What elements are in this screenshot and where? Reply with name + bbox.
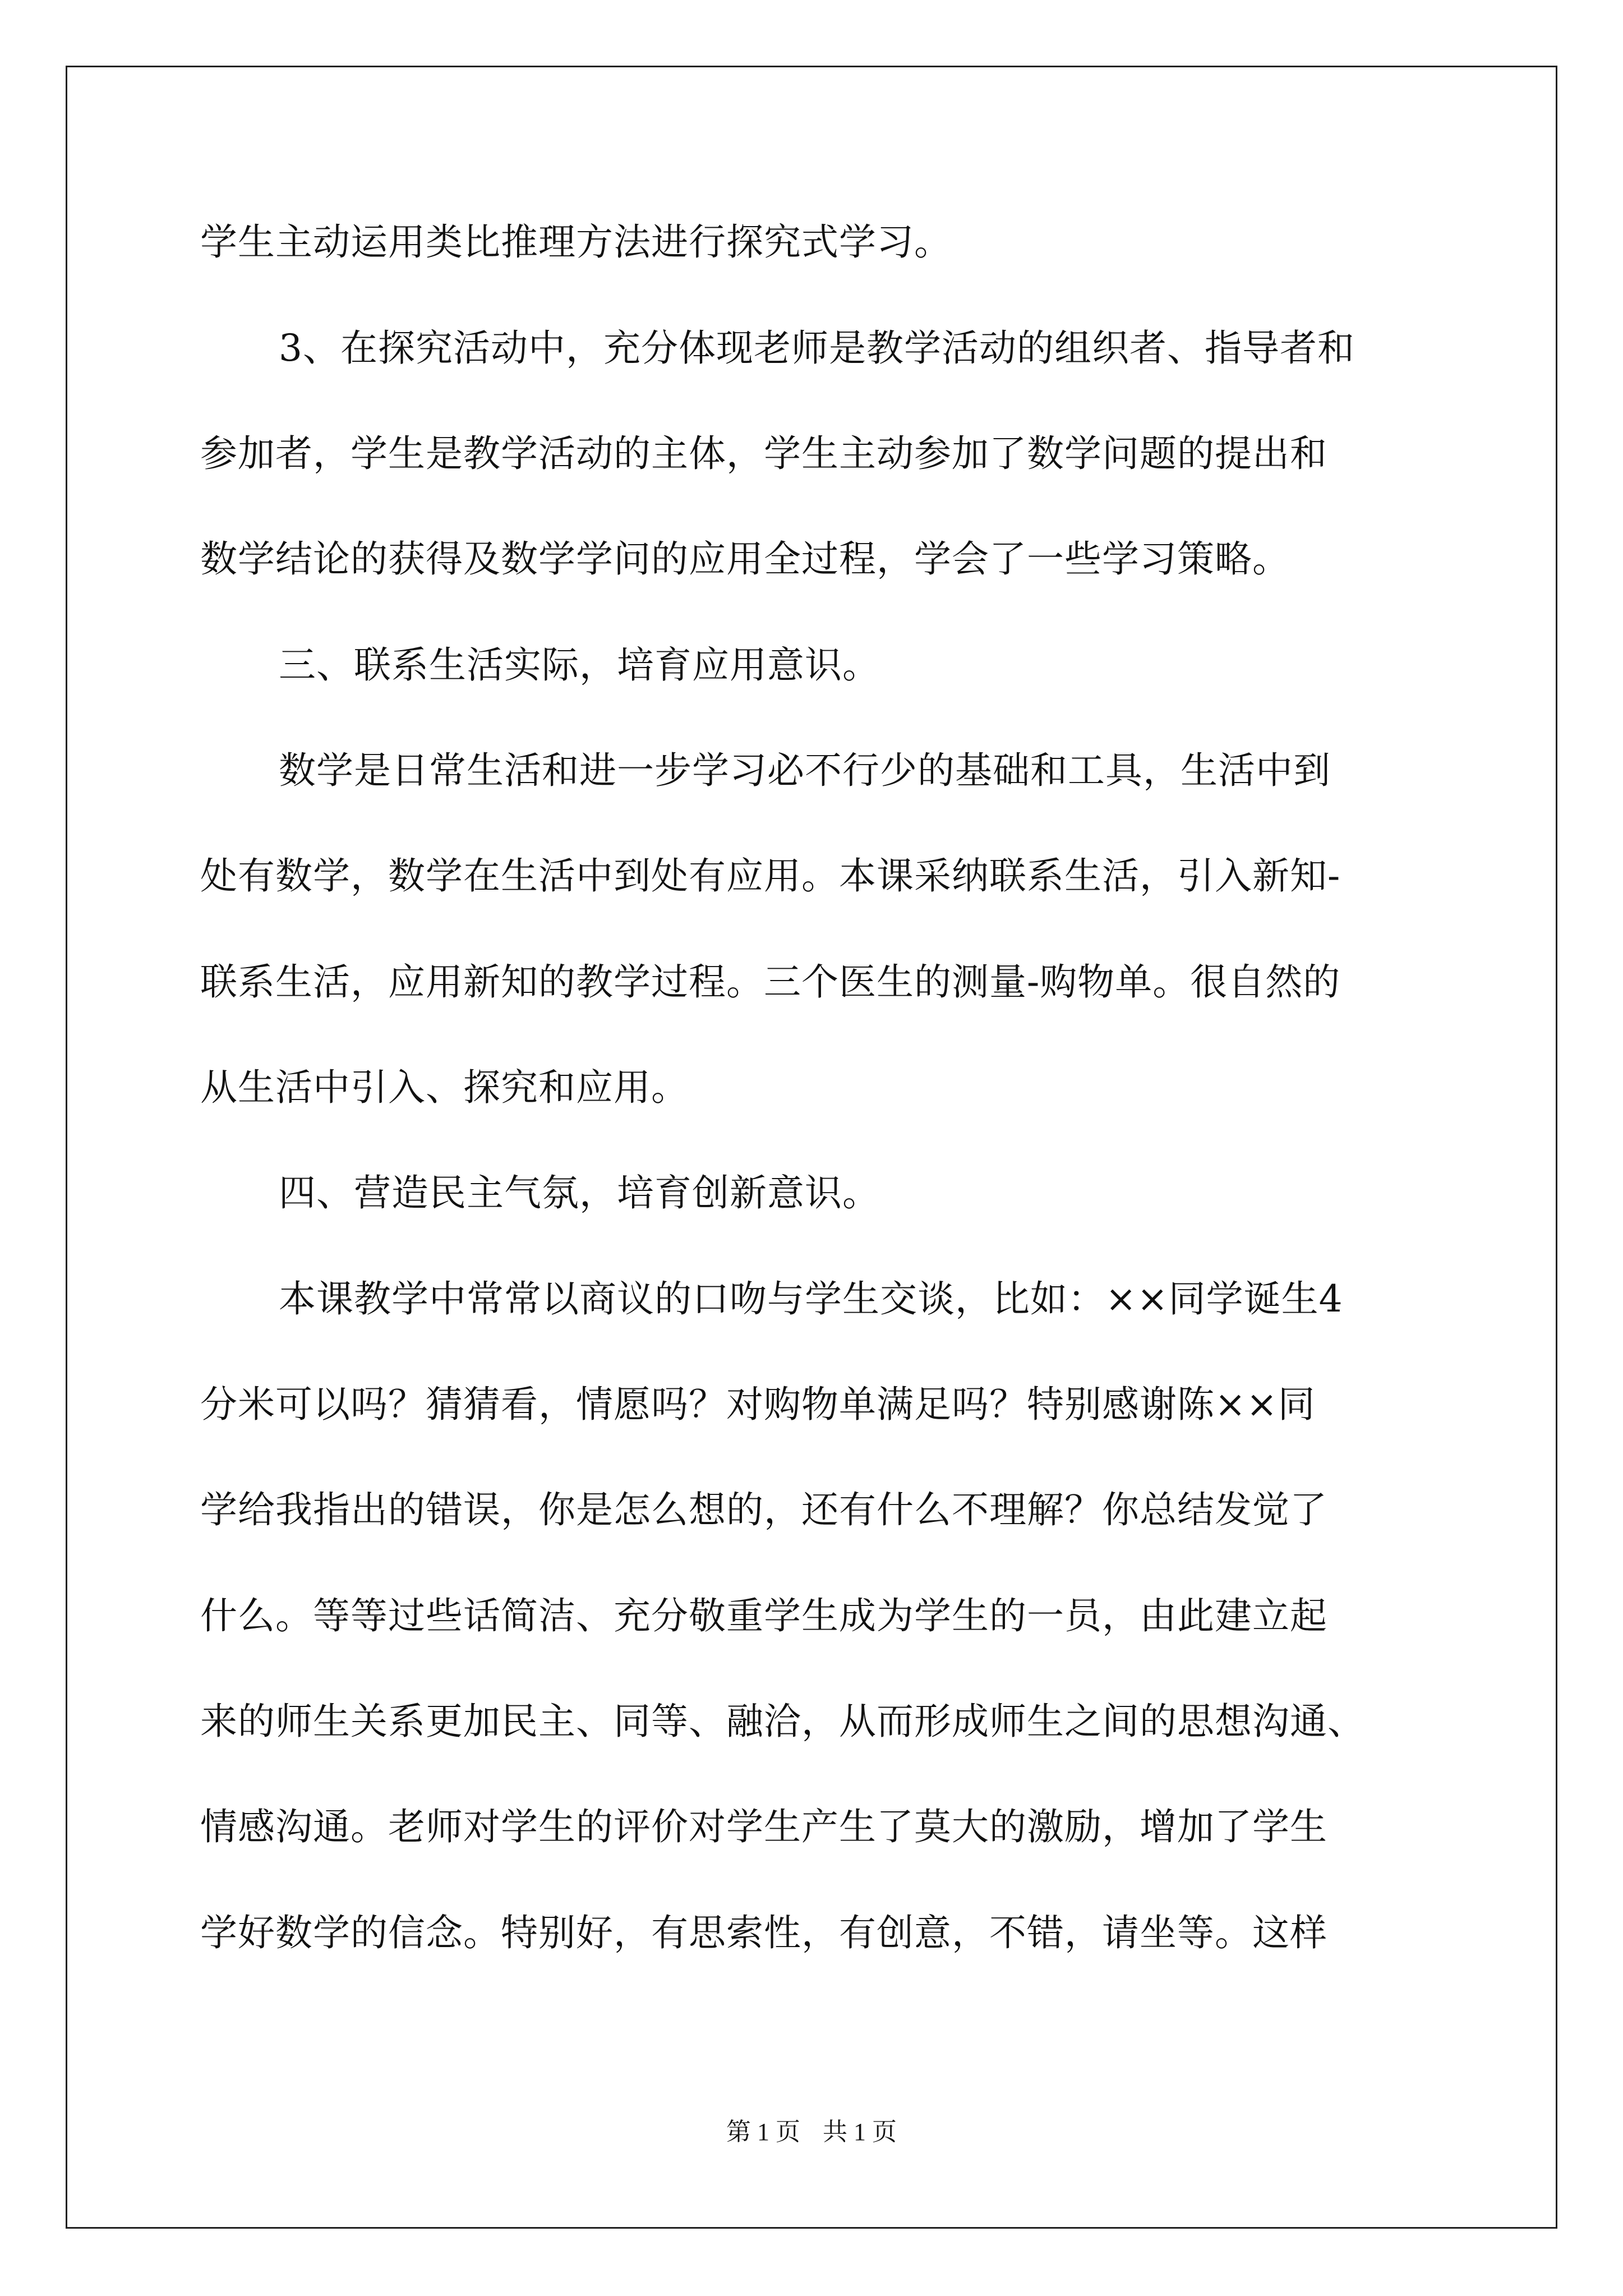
section-heading-3: 三、联系生活实际，培育应用意识。 — [279, 643, 880, 687]
paragraph-line-9: 从生活中引入、探究和应用。 — [200, 1066, 689, 1109]
paragraph-line-1: 学生主动运用类比推理方法进行探究式学习。 — [200, 220, 952, 264]
paragraph-line-11: 本课教学中常常以商议的口吻与学生交谈，比如：××同学诞生4 — [279, 1277, 1343, 1320]
paragraph-line-17: 学好数学的信念。特别好，有思索性，有创意，不错，请坐等。这样 — [200, 1911, 1327, 1954]
page-total: 共 1 页 — [823, 2118, 897, 2146]
paragraph-line-15: 来的师生关系更加民主、同等、融洽，从而形成师生之间的思想沟通、 — [200, 1700, 1365, 1743]
page-border — [66, 66, 1557, 2229]
paragraph-line-8: 联系生活，应用新知的教学过程。三个医生的测量-购物单。很自然的 — [200, 960, 1341, 1004]
paragraph-line-3: 参加者，学生是教学活动的主体，学生主动参加了数学问题的提出和 — [200, 432, 1327, 475]
paragraph-line-13: 学给我指出的错误，你是怎么想的，还有什么不理解？你总结发觉了 — [200, 1488, 1327, 1531]
page-number: 第 1 页 — [726, 2118, 800, 2146]
paragraph-line-4: 数学结论的获得及数学学问的应用全过程，学会了一些学习策略。 — [200, 537, 1290, 581]
paragraph-line-2: 3、在探究活动中，充分体现老师是教学活动的组织者、指导者和 — [279, 326, 1355, 370]
paragraph-line-6: 数学是日常生活和进一步学习必不行少的基础和工具，生活中到 — [279, 749, 1331, 792]
paragraph-line-7: 处有数学，数学在生活中到处有应用。本课采纳联系生活，引入新知- — [200, 854, 1341, 898]
section-heading-4: 四、营造民主气氛，培育创新意识。 — [279, 1171, 880, 1214]
paragraph-line-14: 什么。等等过些话简洁、充分敬重学生成为学生的一员，由此建立起 — [200, 1594, 1327, 1637]
paragraph-line-16: 情感沟通。老师对学生的评价对学生产生了莫大的激励，增加了学生 — [200, 1805, 1327, 1848]
paragraph-line-12: 分米可以吗？猜猜看，情愿吗？对购物单满足吗？特别感谢陈××同 — [200, 1383, 1316, 1426]
page-footer — [0, 2117, 1623, 2147]
